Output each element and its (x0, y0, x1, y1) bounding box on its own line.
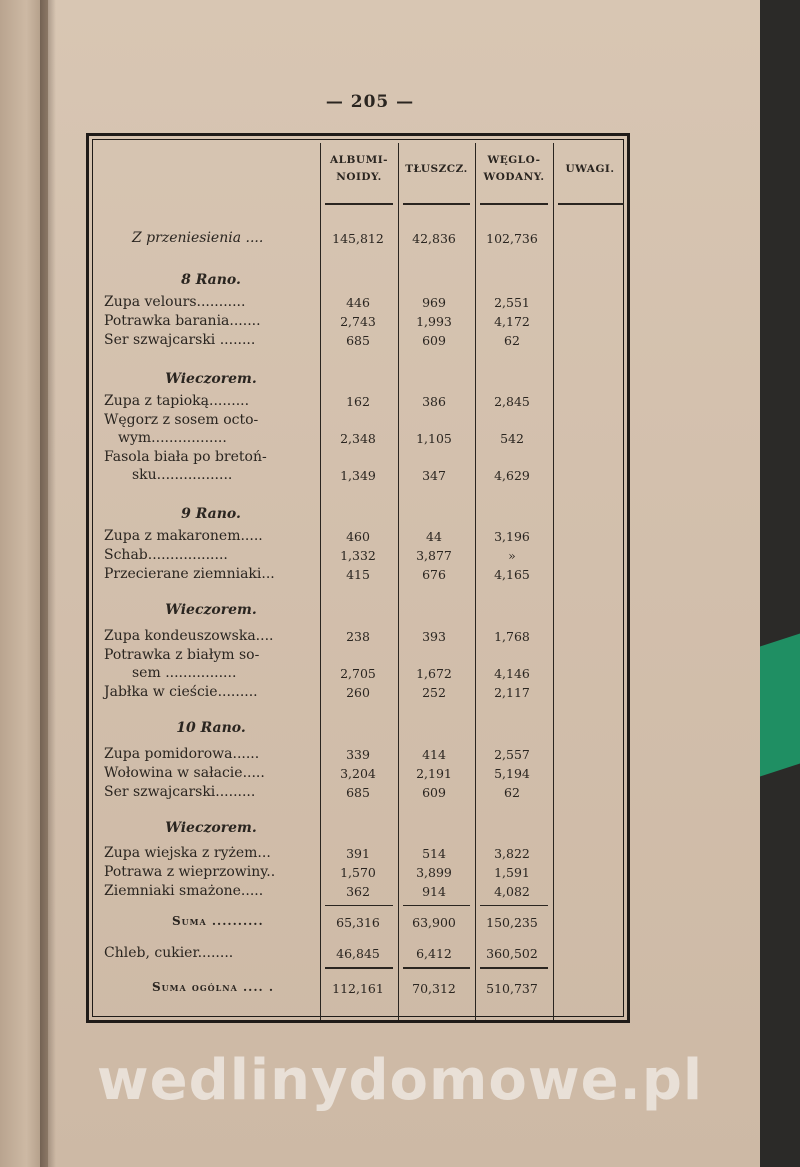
total-rule (325, 967, 393, 969)
sum-rule (480, 905, 548, 906)
sum-rule (325, 905, 393, 906)
table-row: Ser szwajcarski......... 685 609 62 (104, 784, 520, 800)
grand-total-row: Suma ogólna .... . 112,161 70,312 510,737 (152, 980, 538, 996)
section-title: 10 Rano. (176, 720, 246, 736)
carry-row: Z przeniesienia .... 145,812 42,836 102,736 (132, 230, 538, 246)
table-row: Schab.................. 1,332 3,877 » (104, 547, 516, 563)
header-uwagi: UWAGI. (565, 163, 615, 175)
section-title: Wieczorem. (165, 602, 257, 618)
table-row: Zupa velours........... 446 969 2,551 (104, 294, 530, 310)
bookmark-ribbon (760, 634, 800, 777)
section-title: 9 Rano. (181, 506, 241, 522)
section-title: 8 Rano. (181, 272, 241, 288)
header-rule (480, 203, 548, 205)
table-row: Jabłka w cieście......... 260 252 2,117 (104, 684, 530, 700)
table-row: Węgorz z sosem octo- wym................. 2,348 1,105 542 (104, 412, 524, 446)
bread-sugar-row: Chleb, cukier........ 46,845 6,412 360,502 (104, 945, 538, 961)
table-row: Potrawka z białym so- sem ................ 2,705 1,672 4,146 (104, 647, 530, 681)
header-weglowodany: WĘGLO- WODANY. (483, 154, 545, 183)
sum-rule (403, 905, 470, 906)
table-row: Zupa kondeuszowska.... 238 393 1,768 (104, 628, 530, 644)
table-row: Potrawka barania....... 2,743 1,993 4,172 (104, 313, 530, 329)
sum-row: Suma .......... 65,316 63,900 150,235 (172, 914, 538, 930)
table-row: Wołowina w sałacie..... 3,204 2,191 5,194 (104, 765, 530, 781)
header-rule (558, 203, 624, 205)
table-row: Fasola biała po bretoń- sku................. 1,349 347 4,629 (104, 449, 530, 483)
page-number: — 205 — (325, 92, 415, 112)
section-title: Wieczorem. (165, 820, 257, 836)
header-tluszcz: TŁUSZCZ. (405, 163, 468, 175)
table-row: Zupa z tapioką......... 162 386 2,845 (104, 393, 530, 409)
table-row: Zupa wiejska z ryżem... 391 514 3,822 (104, 845, 530, 861)
section-title: Wieczorem. (165, 371, 257, 387)
table-row: Przecierane ziemniaki... 415 676 4,165 (104, 566, 530, 582)
gutter-shadow (40, 0, 56, 1167)
table-row: Ziemniaki smażone..... 362 914 4,082 (104, 883, 530, 899)
header-rule (403, 203, 470, 205)
header-rule (325, 203, 393, 205)
site-watermark: wedlinydomowe.pl (96, 1048, 704, 1113)
total-rule (403, 967, 470, 969)
table-row: Potrawa z wieprzowiny.. 1,570 3,899 1,591 (104, 864, 530, 880)
table-row: Zupa pomidorowa...... 339 414 2,557 (104, 746, 530, 762)
table-row: Zupa z makaronem..... 460 44 3,196 (104, 528, 530, 544)
header-albuminoidy: ALBUMI- NOIDY. (330, 154, 388, 183)
table-row: Ser szwajcarski ........ 685 609 62 (104, 332, 520, 348)
total-rule (480, 967, 548, 969)
